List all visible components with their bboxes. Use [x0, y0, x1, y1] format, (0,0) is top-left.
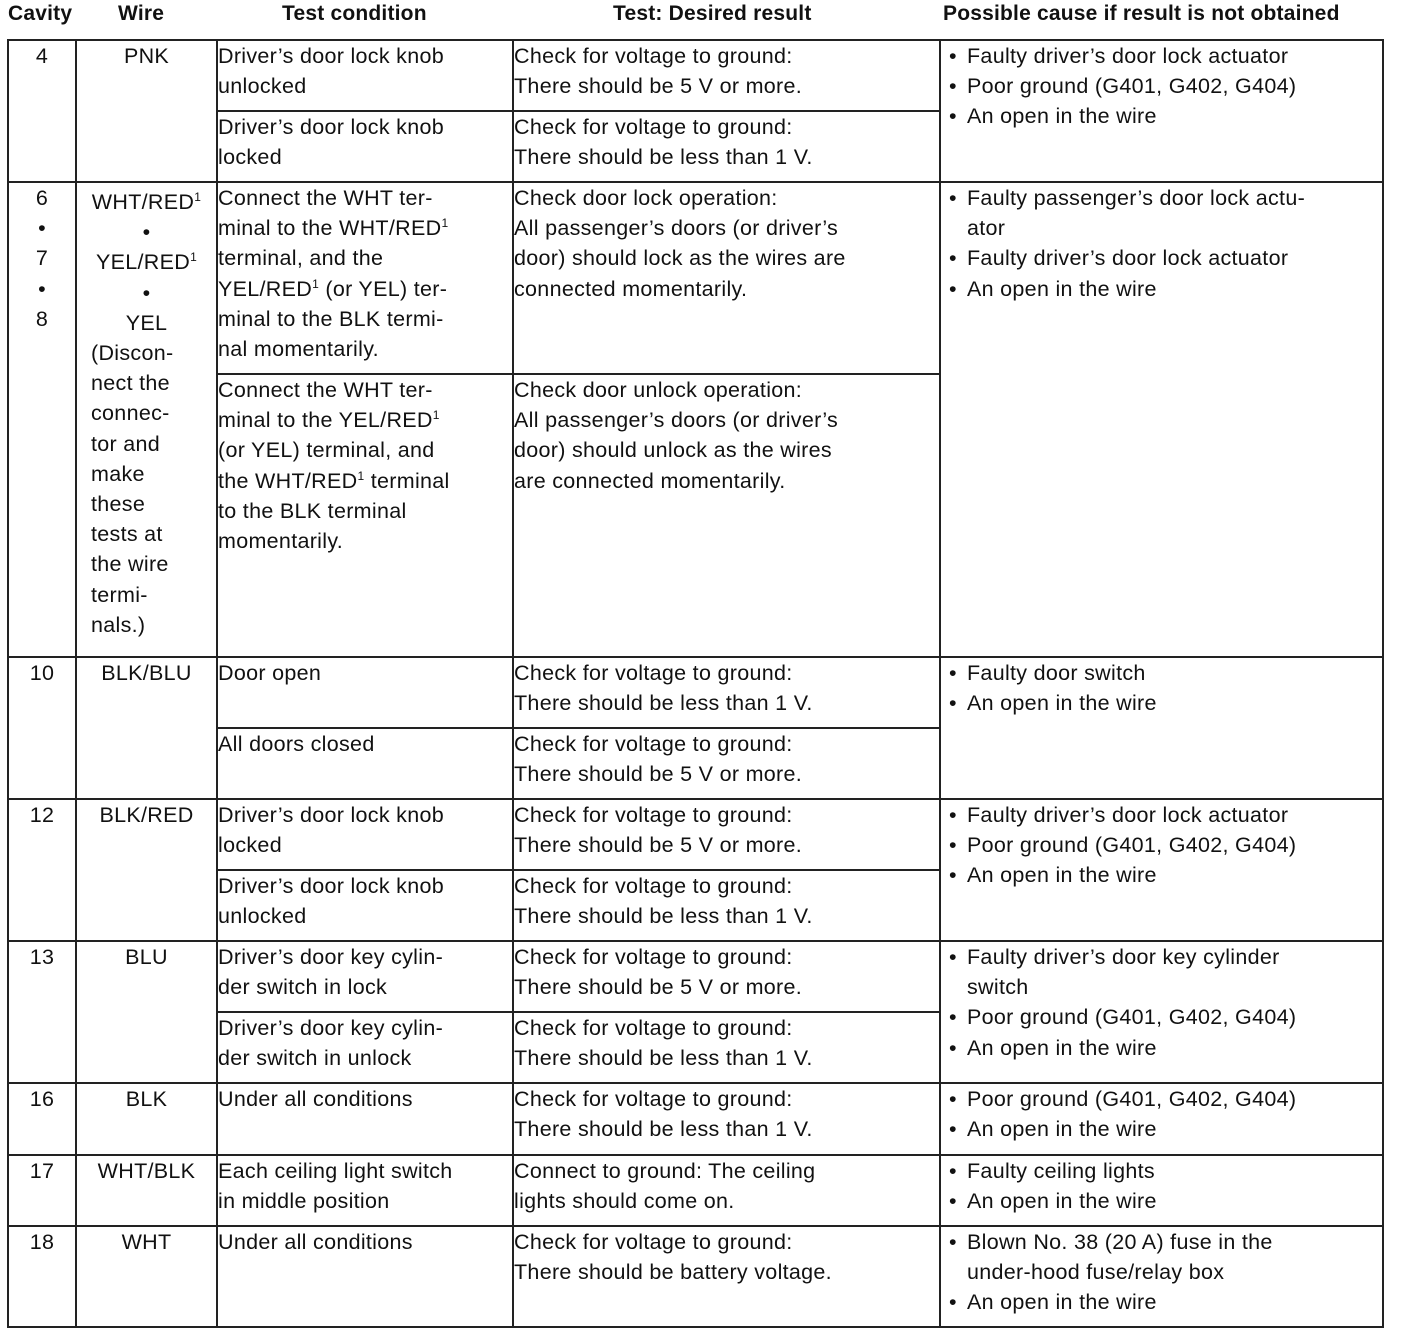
table-row [8, 799, 1383, 870]
cavity-cell: 10 [8, 657, 76, 799]
test-condition-cell: All doors closed [217, 728, 513, 799]
test-condition-cell: Connect the WHT ter- minal to the YEL/RED$^1$ (or YEL) terminal, and the WHT/RED$^1$ terminal to the BLK terminal momentarily. [217, 374, 513, 657]
cavity-cell: 18 [8, 1226, 76, 1327]
test-condition-cell: Each ceiling light switch in middle position [217, 1155, 513, 1226]
desired-result-cell: Check for voltage to ground: There should be 5 V or more. [513, 40, 940, 111]
wire-cell: PNK [76, 40, 217, 182]
possible-cause-cell: • Faulty ceiling lights • An open in the wire [940, 1155, 1383, 1226]
desired-result-cell: Check for voltage to ground: There should be less than 1 V. [513, 657, 940, 728]
desired-result-cell: Check for voltage to ground: There should be 5 V or more. [513, 728, 940, 799]
desired-result-cell: Check for voltage to ground: There should be 5 V or more. [513, 941, 940, 1012]
test-condition-cell: Driver’s door lock knob unlocked [217, 40, 513, 111]
table-row [8, 40, 1383, 111]
desired-result-cell: Check for voltage to ground: There should be less than 1 V. [513, 870, 940, 941]
header-cavity: Cavity [8, 2, 73, 25]
table-row [8, 941, 1383, 1012]
test-condition-cell: Connect the WHT ter- minal to the WHT/RED$^1$ terminal, and the YEL/RED$^1$ (or YEL) ter- minal to the BLK termi- nal momentarily. [217, 182, 513, 374]
cavity-cell: 13 [8, 941, 76, 1083]
table-row [8, 657, 1383, 728]
table-row [8, 182, 1383, 374]
desired-result-cell: Check door unlock operation: All passenger’s doors (or driver’s door) should unlock as the wires are connected momentarily. [513, 374, 940, 657]
header-desired-result: Test: Desired result [613, 2, 812, 25]
cavity-cell: 17 [8, 1155, 76, 1226]
possible-cause-cell: • Poor ground (G401, G402, G404) • An open in the wire [940, 1083, 1383, 1155]
table-row [8, 1155, 1383, 1226]
possible-cause-cell: • Faulty door switch • An open in the wire [940, 657, 1383, 799]
table-row [8, 1083, 1383, 1155]
test-condition-cell: Driver’s door lock knob locked [217, 111, 513, 182]
test-condition-cell: Driver’s door lock knob locked [217, 799, 513, 870]
test-condition-cell: Door open [217, 657, 513, 728]
test-condition-cell: Driver’s door key cylin- der switch in lock [217, 941, 513, 1012]
cavity-cell: 6 • 7 • 8 [8, 182, 76, 657]
possible-cause-cell: • Faulty passenger’s door lock actu- ator • Faulty driver’s door lock actuator • An open in the wire [940, 182, 1383, 657]
wire-cell: WHT [76, 1226, 217, 1327]
desired-result-cell: Connect to ground: The ceiling lights should come on. [513, 1155, 940, 1226]
possible-cause-cell: • Faulty driver’s door lock actuator • Poor ground (G401, G402, G404) • An open in the wire [940, 40, 1383, 182]
header-wire: Wire [118, 2, 165, 25]
desired-result-cell: Check door lock operation: All passenger’s doors (or driver’s door) should lock as the wires are connected momentarily. [513, 182, 940, 374]
wire-cell: BLK/RED [76, 799, 217, 941]
test-condition-cell: Driver’s door lock knob unlocked [217, 870, 513, 941]
desired-result-cell: Check for voltage to ground: There should be less than 1 V. [513, 111, 940, 182]
cavity-cell: 16 [8, 1083, 76, 1155]
wire-cell: WHT/BLK [76, 1155, 217, 1226]
wire-cell: BLU [76, 941, 217, 1083]
test-condition-cell: Under all conditions [217, 1083, 513, 1155]
possible-cause-cell: • Faulty driver’s door lock actuator • Poor ground (G401, G402, G404) • An open in the wire [940, 799, 1383, 941]
connector-test-table [7, 39, 1384, 1328]
desired-result-cell: Check for voltage to ground: There should be 5 V or more. [513, 799, 940, 870]
wire-cell: BLK/BLU [76, 657, 217, 799]
test-condition-cell: Driver’s door key cylin- der switch in unlock [217, 1012, 513, 1083]
cavity-cell: 12 [8, 799, 76, 941]
desired-result-cell: Check for voltage to ground: There should be battery voltage. [513, 1226, 940, 1327]
wire-cell: BLK [76, 1083, 217, 1155]
test-condition-cell: Under all conditions [217, 1226, 513, 1327]
desired-result-cell: Check for voltage to ground: There should be less than 1 V. [513, 1083, 940, 1155]
header-test-condition: Test condition [282, 2, 427, 25]
desired-result-cell: Check for voltage to ground: There should be less than 1 V. [513, 1012, 940, 1083]
cavity-cell: 4 [8, 40, 76, 182]
possible-cause-cell: • Faulty driver’s door key cylinder switch • Poor ground (G401, G402, G404) • An open in the wire [940, 941, 1383, 1083]
table-row [8, 1226, 1383, 1327]
wire-cell: WHT/RED$^1$ • YEL/RED$^1$ • YEL (Discon- nect the connec- tor and make these tests at the wire termi- nals.) [76, 182, 217, 657]
header-possible-cause: Possible cause if result is not obtained [943, 2, 1340, 25]
possible-cause-cell: • Blown No. 38 (20 A) fuse in the under-hood fuse/relay box • An open in the wire [940, 1226, 1383, 1327]
